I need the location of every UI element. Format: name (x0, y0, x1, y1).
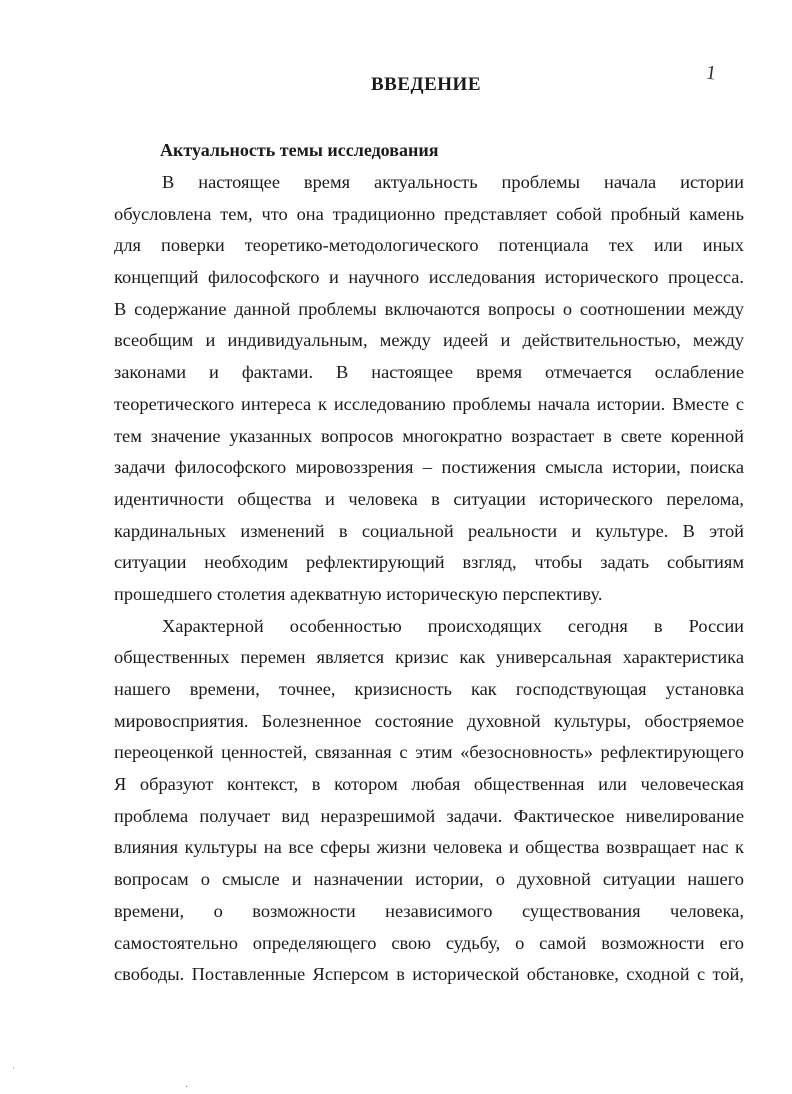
text-line: ситуации необходим рефлектирующий взгляд, чтобы задать событиям (114, 552, 744, 573)
text-line: обусловлена тем, что она традиционно представляет собой пробный камень (114, 203, 744, 224)
body-text (114, 167, 744, 991)
section-heading: Актуальность темы исследования (160, 140, 439, 160)
text-line: задачи философского мировоззрения – постижения смысла истории, поиска (114, 457, 744, 478)
scan-speck: · (185, 1082, 189, 1093)
scan-speck: ˌ (12, 1058, 16, 1069)
text-line: проблема получает вид неразрешимой задачи. Фактическое нивелирование (114, 805, 744, 826)
text-line: для поверки теоретико-методологического потенциала тех или иных (114, 235, 744, 256)
text-line: нашего времени, точнее, кризисность как господствующая установка (114, 679, 744, 699)
text-line: прошедшего столетия адекватную историческую перспективу. (114, 583, 603, 604)
text-line: вопросам о смысле и назначении истории, о духовной ситуации нашего (114, 869, 744, 890)
text-line: В содержание данной проблемы включаются вопросы о соотношении между (114, 298, 744, 319)
text-line: Я образуют контекст, в котором любая общественная или человеческая (114, 774, 744, 795)
text-line: концепций философского и научного исследования исторического процесса. (114, 267, 744, 288)
page-title: ВВЕДЕНИЕ (371, 74, 481, 95)
text-line: Характерной особенностью происходящих сегодня в России (162, 615, 744, 636)
text-line: теоретического интереса к исследованию проблемы начала истории. Вместе с (114, 393, 744, 414)
text-line: свободы. Поставленные Ясперсом в исторической обстановке, сходной с той, (114, 964, 744, 985)
text-line: кардинальных изменений в социальной реальности и культуре. В этой (114, 520, 744, 541)
text-line: В настоящее время актуальность проблемы начала истории (162, 172, 744, 192)
text-line: тем значение указанных вопросов многократно возрастает в свете коренной (114, 425, 744, 446)
text-line: самостоятельно определяющего свою судьбу, о самой возможности его (114, 932, 744, 953)
text-line: влияния культуры на все сферы жизни человека и общества возвращает нас к (114, 837, 744, 858)
text-line: законами и фактами. В настоящее время отмечается ослабление (114, 362, 744, 383)
text-line: всеобщим и индивидуальным, между идеей и действительностью, между (114, 330, 744, 351)
text-line: времени, о возможности независимого существования человека, (114, 900, 744, 921)
text-line: мировосприятия. Болезненное состояние духовной культуры, обостряемое (114, 710, 744, 731)
text-line: общественных перемен является кризис как универсальная характеристика (114, 647, 744, 668)
text-line: идентичности общества и человека в ситуации исторического перелома, (114, 488, 744, 509)
text-line: переоценкой ценностей, связанная с этим «безосновность» рефлектирующего (114, 742, 744, 763)
page-number: 1 (704, 61, 718, 85)
